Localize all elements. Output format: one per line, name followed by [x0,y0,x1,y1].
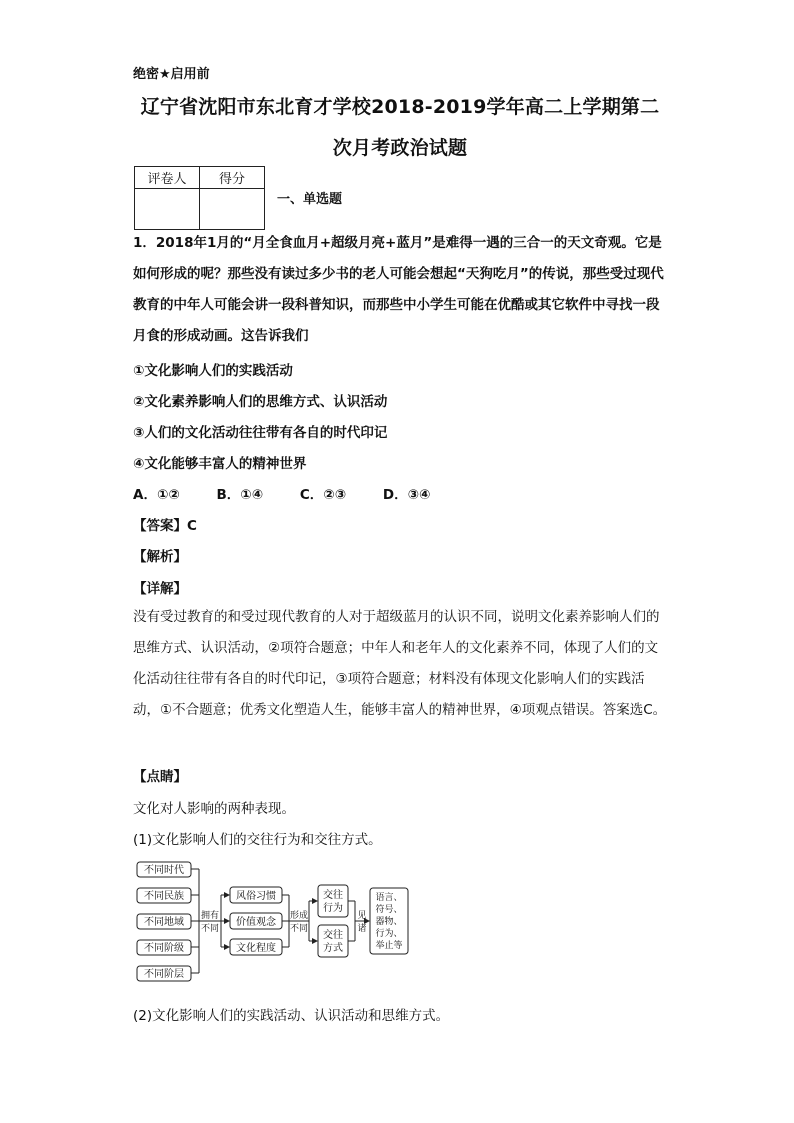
right-1-bottom: 行为 [323,903,343,914]
answer-choices [133,483,462,503]
left-label-4: 不同阶级 [144,943,184,954]
tip-label: 【点睛】 [133,769,187,785]
final-line-3: 器物、 [375,917,403,927]
confidential-label: 绝密★启用前 [133,67,210,82]
mid-label-3: 文化程度 [236,943,276,954]
culture-influence-diagram [133,857,413,983]
mid-label-2: 价值观念 [236,917,276,928]
left-label-2: 不同民族 [144,891,184,902]
choice-b: B．①④ [216,487,264,503]
mid-label-1: 风俗习惯 [236,891,276,902]
grader-cell [135,189,200,230]
tip-line-3: (2)文化影响人们的实践活动、认识活动和思维方式。 [133,1008,450,1024]
link2-bottom: 不同 [289,924,309,934]
option-3: ③人们的文化活动往往带有各自的时代印记 [133,425,388,441]
link2-top: 形成 [289,911,309,921]
grader-header: 评卷人 [135,167,200,189]
answer-label: 【答案】C [133,518,197,534]
score-header: 得分 [200,167,265,189]
choice-c: C．②③ [299,487,347,503]
left-label-1: 不同时代 [144,865,184,876]
left-label-3: 不同地域 [144,917,184,928]
link3-top: 见 [357,911,367,921]
score-cell [200,189,265,230]
right-2-bottom: 方式 [323,943,343,954]
link3-bottom: 诸 [357,924,367,934]
option-4: ④文化能够丰富人的精神世界 [133,456,307,472]
choice-a: A．①② [133,487,180,503]
right-1-top: 交往 [323,890,343,901]
left-label-5: 不同阶层 [144,969,184,980]
option-2: ②文化素养影响人们的思维方式、认识活动 [133,394,388,410]
detail-label: 【详解】 [133,581,187,597]
final-line-5: 举止等 [375,941,403,951]
page-title-line-2: 次月考政治试题 [332,137,468,159]
link1-top: 拥有 [200,911,220,921]
choice-d: D．③④ [382,487,431,503]
right-2-top: 交往 [323,930,343,941]
score-table [134,166,265,230]
link1-bottom: 不同 [200,924,220,934]
analysis-label: 【解析】 [133,549,187,565]
tip-line-1: 文化对人影响的两种表现。 [133,801,295,817]
page-title-line-1: 辽宁省沈阳市东北育才学校2018-2019学年高二上学期第二 [140,96,660,118]
final-line-1: 语言、 [375,893,403,903]
question-stem: 1．2018年1月的“月全食血月+超级月亮+蓝月”是难得一遇的三合一的天文奇观。它是如何形成的呢？那些没有读过多少书的老人可能会想起“天狗吃月”的传说，那些受过现代教育的中年人可能会讲一段科普知识，而那些中小学生可能在优酷或其它软件中寻找一段月食的形成动画。这告诉我们 [133,235,664,344]
section-title: 一、单选题 [277,192,343,207]
detail-text: 没有受过教育的和受过现代教育的人对于超级蓝月的认识不同，说明文化素养影响人们的思维方式、认识活动，②项符合题意；中年人和老年人的文化素养不同，体现了人们的文化活动往往带有各自的时代印记，③项符合题意；材料没有体现文化影响人们的实践活动，①不合题意；优秀文化塑造人生，能够丰富人的精神世界，④项观点错误。答案选C。 [133,609,667,718]
tip-line-2: (1)文化影响人们的交往行为和交往方式。 [133,832,382,848]
final-line-2: 符号、 [375,905,403,915]
option-1: ①文化影响人们的实践活动 [133,363,293,379]
final-line-4: 行为、 [375,929,403,939]
